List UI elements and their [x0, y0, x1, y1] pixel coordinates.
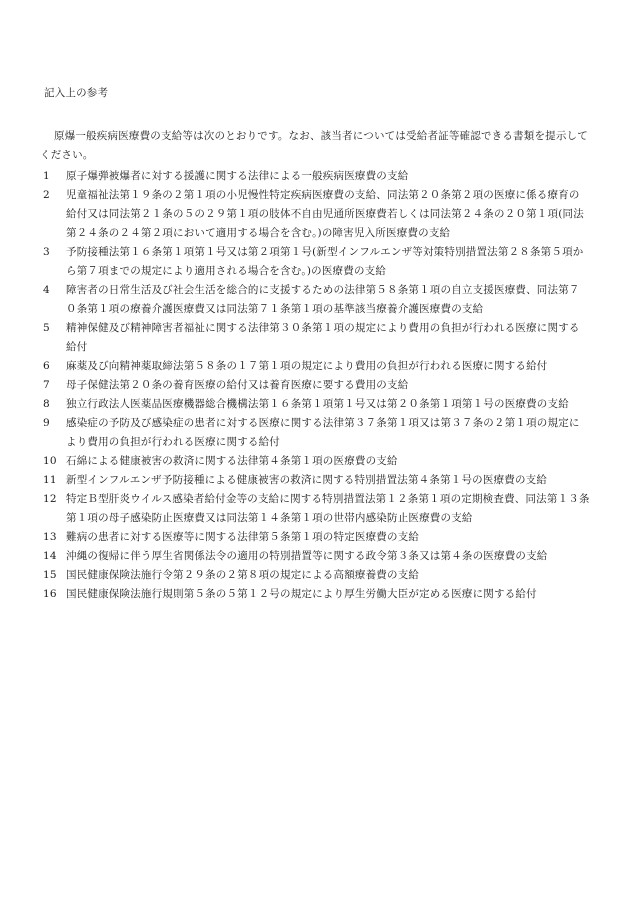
list-item-text: 新型インフルエンザ予防接種による健康被害の救済に関する特別措置法第４条第１号の医療費の支給	[66, 474, 548, 486]
list-item-text: 石綿による健康被害の救済に関する法律第４条第１項の医療費の支給	[66, 455, 398, 467]
list-item-text: 原子爆弾被爆者に対する援護に関する法律による一般疾病医療費の支給	[66, 170, 409, 182]
list-item-text: 感染症の予防及び感染症の患者に対する医療に関する法律第３７条第１項又は第３７条の２第１項の規定により費用の負担が行われる医療に関する給付	[66, 417, 580, 448]
list-item	[40, 395, 590, 414]
list-item	[40, 281, 590, 319]
list-item-number: 4	[43, 284, 50, 296]
list-item-text: 独立行政法人医薬品医療機器総合機構法第１６条第１項第１号又は第２０条第１項第１号の医療費の支給	[66, 398, 569, 410]
list-item-number: 6	[43, 360, 50, 372]
list-item-text: 精神保健及び精神障害者福祉に関する法律第３０条第１項の規定により費用の負担が行われる医療に関する給付	[66, 322, 580, 353]
document-heading: 記入上の参考	[44, 87, 109, 99]
list-item-number: 16	[43, 588, 57, 600]
list-item	[40, 566, 590, 585]
list-item-text: 母子保健法第２０条の養育医療の給付又は養育医療に要する費用の支給	[66, 379, 409, 391]
list-item-number: 9	[43, 417, 50, 429]
list-item	[40, 357, 590, 376]
list-item	[40, 167, 590, 186]
list-item-number: 15	[43, 569, 57, 581]
intro-paragraph: 原爆一般疾病医療費の支給等は次のとおりです。なお、該当者については受給者証等確認できる書類を提示してください。	[40, 130, 588, 161]
list-item	[40, 186, 590, 243]
list-item-number: 8	[43, 398, 50, 410]
list-item-text: 沖縄の復帰に伴う厚生省関係法令の適用の特別措置等に関する政令第３条又は第４条の医療費の支給	[66, 550, 548, 562]
list-item	[40, 471, 590, 490]
list-item	[40, 319, 590, 357]
list-item-number: 7	[43, 379, 50, 391]
list-item-text: 国民健康保険法施行令第２９条の２第８項の規定による高額療養費の支給	[66, 569, 420, 581]
list-item-number: 5	[43, 322, 50, 334]
list-item	[40, 547, 590, 566]
list-item-number: 13	[43, 531, 57, 543]
list-item-text: 障害者の日常生活及び社会生活を総合的に支援するための法律第５８条第１項の自立支援医療費、同法第７０条第１項の療養介護医療費又は同法第７１条第１項の基準該当療養介護医療費の支給	[66, 284, 580, 315]
list-item-number: 12	[43, 493, 57, 505]
benefit-list	[40, 167, 590, 604]
list-item-text: 特定Ｂ型肝炎ウイルス感染者給付金等の支給に関する特別措置法第１２条第１項の定期検査費、同法第１３条第１項の母子感染防止医療費又は同法第１４条第１項の世帯内感染防止医療費の支給	[66, 493, 590, 524]
list-item-number: 10	[43, 455, 57, 467]
list-item	[40, 452, 590, 471]
list-item	[40, 490, 590, 528]
list-item-number: 2	[43, 189, 50, 201]
list-item-number: 14	[43, 550, 57, 562]
list-item-number: 1	[43, 170, 50, 182]
list-item-number: 3	[43, 246, 50, 258]
list-item	[40, 585, 590, 604]
list-item	[40, 243, 590, 281]
list-item	[40, 414, 590, 452]
list-item-text: 難病の患者に対する医療等に関する法律第５条第１項の特定医療費の支給	[66, 531, 420, 543]
list-item	[40, 528, 590, 547]
list-item-text: 予防接種法第１６条第１項第１号又は第２項第１号(新型インフルエンザ等対策特別措置法第２８条第５項から第７項までの規定により適用される場合を含む。)の医療費の支給	[66, 246, 584, 277]
list-item-text: 児童福祉法第１９条の２第１項の小児慢性特定疾病医療費の支給、同法第２０条第２項の医療に係る療育の給付又は同法第２１条の５の２９第１項の肢体不自由児通所医療費若しくは同法第２４条の２０第１項(同法第２４条の２４第２項において適用する場合を含む。)の障害児入所医療費の支給	[66, 189, 584, 239]
list-item-text: 麻薬及び向精神薬取締法第５８条の１７第１項の規定により費用の負担が行われる医療に関する給付	[66, 360, 548, 372]
list-item-number: 11	[43, 474, 57, 486]
list-item-text: 国民健康保険法施行規則第５条の５第１２号の規定により厚生労働大臣が定める医療に関する給付	[66, 588, 537, 600]
list-item	[40, 376, 590, 395]
